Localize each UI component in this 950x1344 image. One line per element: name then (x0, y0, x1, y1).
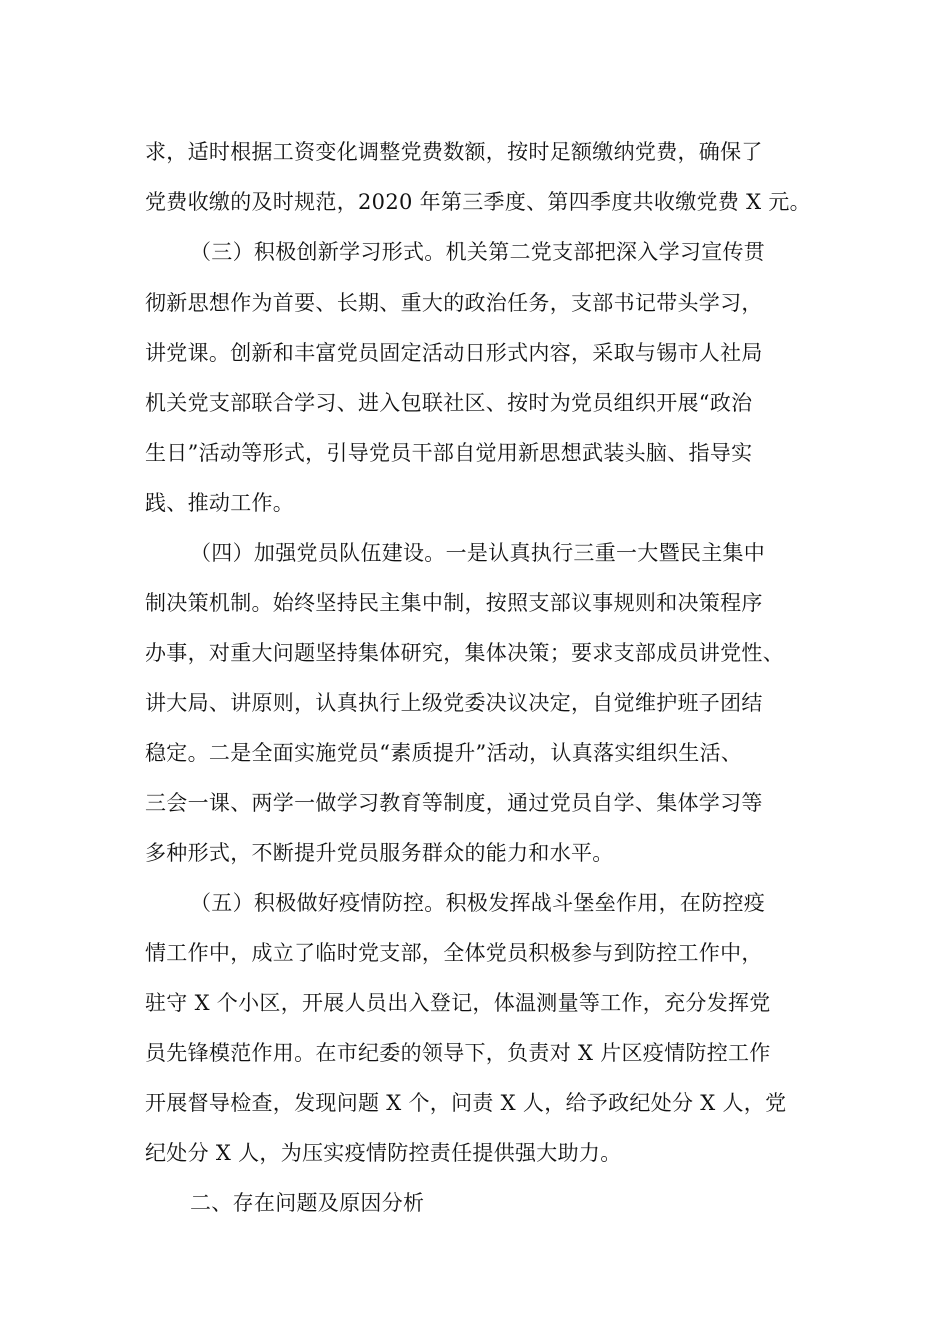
paragraph-line: 讲党课。创新和丰富党员固定活动日形式内容，采取与锡市人社局 (145, 341, 763, 365)
paragraph-line: 求，适时根据工资变化调整党费数额，按时足额缴纳党费，确保了 (145, 140, 763, 164)
paragraph-line: 彻新思想作为首要、长期、重大的政治任务，支部书记带头学习， (145, 291, 763, 315)
paragraph-line: 党费收缴的及时规范，2020 年第三季度、第四季度共收缴党费 X 元。 (145, 190, 811, 214)
paragraph-line: 践、推动工作。 (145, 491, 295, 515)
paragraph-line: 员先锋模范作用。在市纪委的领导下，负责对 X 片区疫情防控工作 (145, 1041, 771, 1065)
paragraph-line: 纪处分 X 人，为压实疫情防控责任提供强大助力。 (145, 1141, 622, 1165)
paragraph-line: 驻守 X 个小区，开展人员出入登记，体温测量等工作，充分发挥党 (145, 991, 771, 1015)
paragraph-line: 办事，对重大问题坚持集体研究，集体决策；要求支部成员讲党性、 (145, 641, 784, 665)
paragraph-line: 开展督导检查，发现问题 X 个，问责 X 人，给予政纪处分 X 人，党 (145, 1091, 787, 1115)
paragraph-line: 情工作中，成立了临时党支部，全体党员积极参与到防控工作中， (145, 941, 763, 965)
paragraph-line: 讲大局、讲原则，认真执行上级党委决议决定，自觉维护班子团结 (145, 691, 763, 715)
section-heading: 二、存在问题及原因分析 (190, 1191, 425, 1215)
paragraph-line: （三）积极创新学习形式。机关第二党支部把深入学习宣传贯 (190, 240, 766, 264)
paragraph-line: 机关党支部联合学习、进入包联社区、按时为党员组织开展“政治 (145, 391, 753, 415)
paragraph-line: （四）加强党员队伍建设。一是认真执行三重一大暨民主集中 (190, 541, 766, 565)
paragraph-line: 制决策机制。始终坚持民主集中制，按照支部议事规则和决策程序 (145, 591, 763, 615)
paragraph-line: 三会一课、两学一做学习教育等制度，通过党员自学、集体学习等 (145, 791, 763, 815)
paragraph-line: 多种形式，不断提升党员服务群众的能力和水平。 (145, 841, 614, 865)
paragraph-line: （五）积极做好疫情防控。积极发挥战斗堡垒作用，在防控疫 (190, 891, 766, 915)
paragraph-line: 稳定。二是全面实施党员“素质提升”活动，认真落实组织生活、 (145, 741, 743, 765)
paragraph-line: 生日”活动等形式，引导党员干部自觉用新思想武装头脑、指导实 (145, 441, 753, 465)
